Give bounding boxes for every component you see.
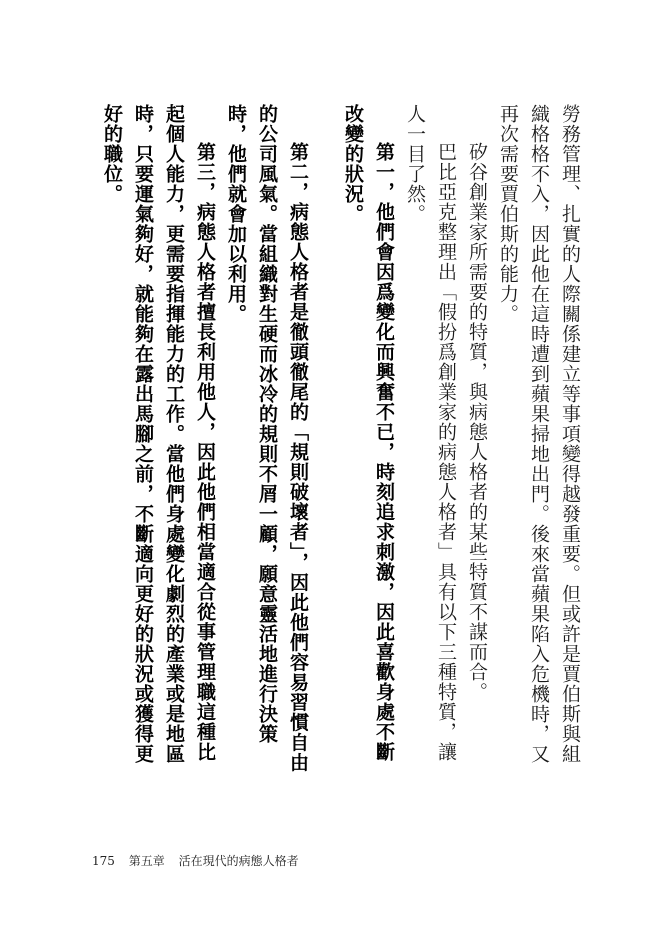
page-footer xyxy=(92,852,299,869)
chapter-title: 活在現代的病態人格者 xyxy=(178,854,299,868)
paragraph-1: 勞務管理、扎實的人際關係建立等事項變得越發重要。但或許是賈伯斯與組織格格不入，因此他在這時遭到蘋果掃地出門。後來當蘋果陷入危機時，又再次需要賈伯斯的能力。 xyxy=(497,104,581,764)
paragraph-trait-2: 第二，病態人格者是徹頭徹尾的「規則破壞者」，因此他們容易習慣自由的公司風氣。當組織對生硬而冰冷的規則不屑一顧，願意靈活地進行決策時，他們就會加以利用。 xyxy=(225,104,309,773)
paragraph-trait-3: 第三，病態人格者擅長利用他人，因此他們相當適合從事管理職這種比起個人能力，更需要指揮能力的工作。當他們身處變化劇烈的產業或是地區時，只要運氣夠好，就能夠在露出馬腳之前，不斷適向更好的狀況或獲得更好的職位。 xyxy=(101,104,216,764)
paragraph-trait-1: 第一，他們會因爲變化而興奮不已，時刻追求刺激，因此喜歡身處不斷改變的狀況。 xyxy=(342,104,395,762)
paragraph-2: 矽谷創業家所需要的特質，與病態人格者的某些特質不謀而合。 xyxy=(466,142,488,702)
paragraph-3: 巴比亞克整理出「假扮爲創業家的病態人格者」具有以下三種特質，讓人一目了然。 xyxy=(404,104,457,762)
body-text xyxy=(96,104,585,780)
chapter-label: 第五章 xyxy=(128,854,165,868)
page-number: 175 xyxy=(92,854,115,868)
